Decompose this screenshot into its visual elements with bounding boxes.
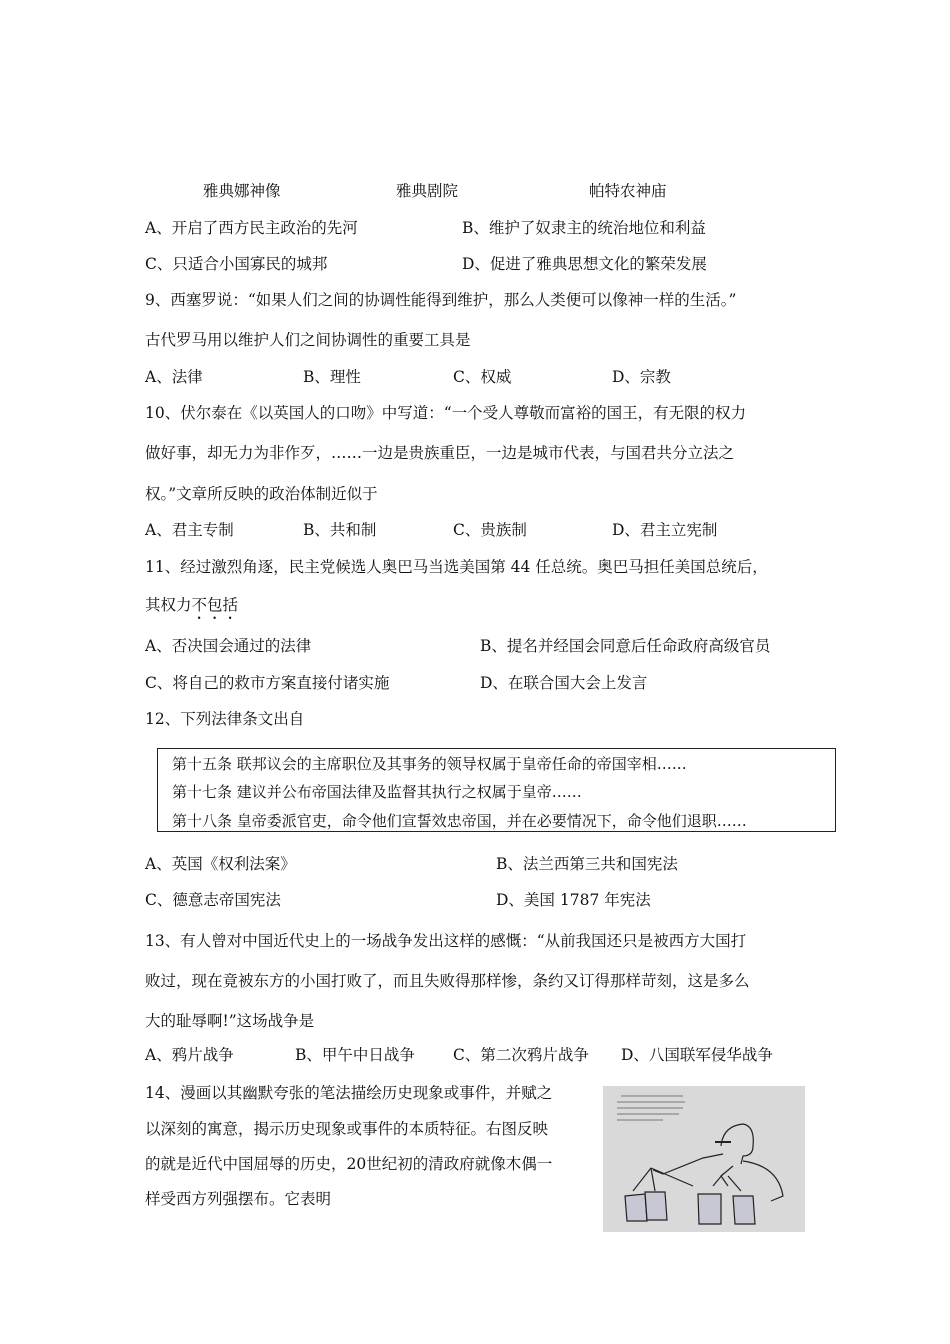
law-article-18: 第十八条 皇帝委派官吏，命令他们宣誓效忠帝国，并在必要情况下，命令他们退职…… [172,812,747,830]
q14-stem-3: 的就是近代中国屈辱的历史，20世纪初的清政府就像木偶一 [145,1155,553,1173]
q12-law-excerpt-box [157,748,836,832]
q10-option-d: D、君主立宪制 [612,521,718,539]
q8-option-d: D、促进了雅典思想文化的繁荣发展 [462,255,707,273]
q13-option-b: B、甲午中日战争 [295,1046,415,1064]
q10-stem-3: 权。”文章所反映的政治体制近似于 [145,485,378,503]
q14-stem-4: 样受西方列强摆布。它表明 [145,1190,332,1208]
q9-option-a: A、法律 [145,368,203,386]
q11-stem-2-text: 其权力 [145,596,192,614]
q12-option-b: B、法兰西第三共和国宪法 [496,855,678,873]
q9-option-d: D、宗教 [612,368,671,386]
law-article-17: 第十七条 建议并公布帝国法律及监督其执行之权属于皇帝…… [172,783,582,801]
q13-stem-3: 大的耻辱啊!”这场战争是 [145,1012,315,1030]
q10-option-b: B、共和制 [303,521,377,539]
q14-stem: 14、漫画以其幽默夸张的笔法描绘历史现象或事件，并赋之 [145,1084,553,1102]
q10-option-c: C、贵族制 [453,521,527,539]
q14-stem-2: 以深刻的寓意，揭示历史现象或事件的本质特征。右图反映 [145,1120,549,1138]
q8-option-c: C、只适合小国寡民的城邦 [145,255,328,273]
q11-option-a: A、否决国会通过的法律 [145,637,312,655]
law-article-15: 第十五条 联邦议会的主席职位及其事务的领导权属于皇帝任命的帝国宰相…… [172,755,687,773]
q11-option-d: D、在联合国大会上发言 [480,674,648,692]
q10-option-a: A、君主专制 [145,521,234,539]
q13-stem-2: 败过，现在竟被东方的小国打败了，而且失败得那样惨，条约又订得那样苛刻，这是多么 [145,972,750,990]
q8-option-a: A、开启了西方民主政治的先河 [145,219,358,237]
q9-option-b: B、理性 [303,368,361,386]
q12-option-d: D、美国 1787 年宪法 [496,891,651,909]
q9-stem: 9、西塞罗说：“如果人们之间的协调性能得到维护，那么人类便可以像神一样的生活。” [145,291,737,309]
q13-stem: 13、有人曾对中国近代史上的一场战争发出这样的感慨：“从前我国还只是被西方大国打 [145,932,747,950]
q11-option-c: C、将自己的救市方案直接付诸实施 [145,674,390,692]
q8-option-b: B、维护了奴隶主的统治地位和利益 [462,219,706,237]
q10-stem-2: 做好事，却无力为非作歹，……一边是贵族重臣，一边是城市代表，与国君共分立法之 [145,444,735,462]
q11-stem-2 [145,595,238,623]
q12-stem: 12、下列法律条文出自 [145,710,305,728]
q9-option-c: C、权威 [453,368,512,386]
q12-option-c: C、德意志帝国宪法 [145,891,281,909]
q11-stem: 11、经过激烈角逐，民主党候选人奥巴马当选美国第 44 任总统。奥巴马担任美国总统后， [145,558,768,576]
q11-option-b: B、提名并经国会同意后任命政府高级官员 [480,637,771,655]
q13-option-a: A、鸦片战争 [145,1046,234,1064]
q12-option-a: A、英国《权利法案》 [145,855,296,873]
q13-option-d: D、八国联军侵华战争 [621,1046,773,1064]
caption-athena-statue: 雅典娜神像 [203,182,281,200]
q11-emphasis: 不包括 [191,596,239,614]
caption-parthenon: 帕特农神庙 [589,182,667,200]
puppet-cartoon-image [603,1086,805,1232]
q13-option-c: C、第二次鸦片战争 [453,1046,589,1064]
q10-stem: 10、伏尔泰在《以英国人的口吻》中写道：“一个受人尊敬而富裕的国王，有无限的权力 [145,404,747,422]
caption-athens-theatre: 雅典剧院 [396,182,459,200]
q9-stem-2: 古代罗马用以维护人们之间协调性的重要工具是 [145,331,471,349]
